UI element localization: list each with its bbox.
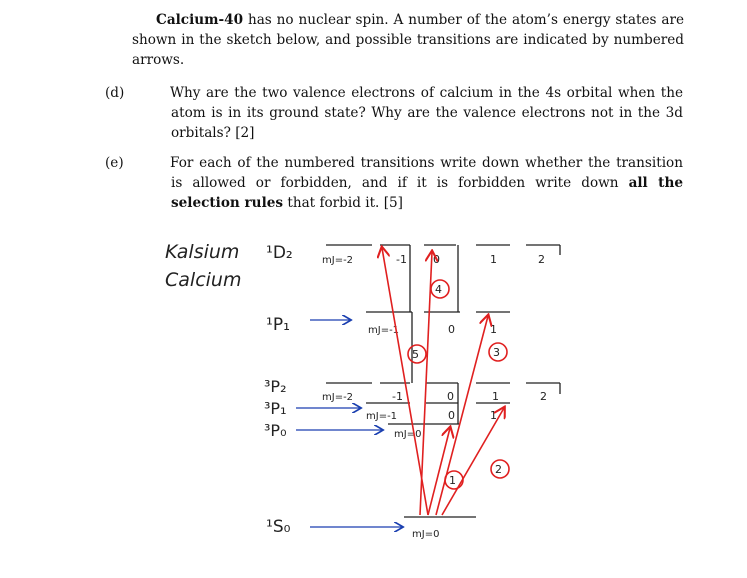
transition-number-2: 2 xyxy=(495,463,502,476)
transition-label-1 xyxy=(445,471,463,489)
state-1D2: ¹D₂ xyxy=(266,243,293,263)
mj-value-1P1-b: 1 xyxy=(490,323,497,336)
sketch-dividers xyxy=(410,245,560,424)
state-3P1: ³P₁ xyxy=(264,399,287,418)
mj-value-3P2-b: 0 xyxy=(447,390,454,403)
question-e-bold: all the selection rules xyxy=(171,175,683,211)
mj-label-1P1: mJ=-1 xyxy=(368,325,400,336)
question-d-text: Why are the two valence electrons of calcium in the 4s orbital when the atom is in its ground state? Why are the valence electrons not in the 3d orbitals? [2] xyxy=(170,85,683,141)
question-e-text-2: that forbid it. [5] xyxy=(283,195,403,211)
question-e-text-1: For each of the numbered transitions write down whether the transition is allowed or forbidden, and if it is forbidden write down xyxy=(170,155,683,191)
transition-label-4 xyxy=(431,280,449,298)
transition-label-2 xyxy=(491,460,509,478)
mj-value-1D2-b: 0 xyxy=(433,253,440,266)
transition-label-5 xyxy=(408,345,426,363)
mj-value-1D2-c: 1 xyxy=(490,253,497,266)
mj-value-1D2-d: 2 xyxy=(538,253,545,266)
mj-value-3P2-a: -1 xyxy=(392,390,403,403)
mj-value-1P1-a: 0 xyxy=(448,323,455,336)
mj-label-3P0: mJ=0 xyxy=(394,429,422,440)
mj-label-3P1: mJ=-1 xyxy=(366,411,398,422)
question-e-label: (e) xyxy=(105,155,124,171)
mj-value-1D2-a: -1 xyxy=(396,253,407,266)
state-3P2: ³P₂ xyxy=(264,377,287,396)
transition-number-3: 3 xyxy=(493,346,500,359)
intro-bold: Calcium-40 xyxy=(156,12,244,28)
state-1S0: ¹S₀ xyxy=(266,517,291,537)
question-d-label: (d) xyxy=(105,85,125,101)
name-calcium: Calcium xyxy=(165,269,242,291)
transition-number-4: 4 xyxy=(435,283,442,296)
state-1P1: ¹P₁ xyxy=(266,315,290,335)
mj-value-3P1-a: 0 xyxy=(448,409,455,422)
transition-number-5: 5 xyxy=(412,348,419,361)
transition-label-3 xyxy=(489,343,507,361)
mj-value-3P2-c: 1 xyxy=(492,390,499,403)
mj-value-3P2-d: 2 xyxy=(540,390,547,403)
mj-label-1S0: mJ=0 xyxy=(412,529,440,540)
mj-label-3P2: mJ=-2 xyxy=(322,392,354,403)
mj-value-3P1-b: 1 xyxy=(490,409,497,422)
intro-text: has no nuclear spin. A number of the atom’s energy states are shown in the sketch below, and possible transitions are indicated by numbered arrows. xyxy=(132,12,684,68)
name-kalsium: Kalsium xyxy=(165,241,240,263)
transition-number-1: 1 xyxy=(449,474,456,487)
mj-label-1D2: mJ=-2 xyxy=(322,255,354,266)
state-3P0: ³P₀ xyxy=(264,421,287,440)
